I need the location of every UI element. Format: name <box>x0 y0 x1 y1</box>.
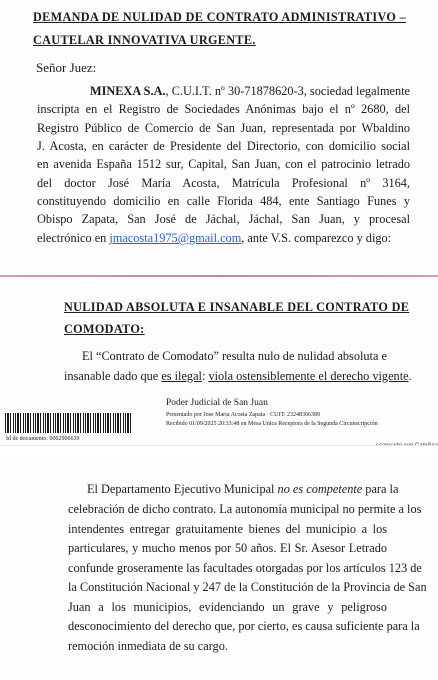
heading-line-1: DEMANDA DE NULIDAD DE CONTRATO ADMINISTRATIVO – <box>33 10 407 24</box>
body-line-last: electrónico en jmacosta1975@gmail.com, ante V.S. comparezco y digo: <box>37 231 392 245</box>
received-info: Recibido 01/09/2025 20:33:48 en Mesa Unica Receptora de la Segunda Circunscripción <box>166 421 378 427</box>
salutation: Señor Juez: <box>36 60 97 75</box>
para-line: confunde groseramente las facultades otorgadas por los artículos 123 de <box>68 561 422 575</box>
body-line: constituyendo domicilio en calle Florida 484, ente Santiago Funes y <box>37 194 410 208</box>
para-line: intendentes entregar gratuitamente bienes del municipio a los <box>68 522 387 536</box>
document-page-1 <box>0 0 438 275</box>
para-line: Juan a los municipios, evidenciando un grave y peligroso <box>68 600 387 614</box>
body-line: Obispo Zapata, San José de Jáchal, Jáchal, San Juan, y procesal <box>37 212 410 226</box>
document-page-2 <box>0 290 438 445</box>
presented-by: Presentado por Jose Maria Acosta Zapata · CUIT: 23248366389 <box>166 412 320 418</box>
para-line-last: remoción inmediata de su cargo. <box>68 639 228 653</box>
page-separator <box>0 275 438 290</box>
section-heading-line-1: NULIDAD ABSOLUTA E INSANABLE DEL CONTRATO DE <box>64 300 410 314</box>
body-line: MINEXA S.A., C.U.I.T. nº 30-71878620-3, sociedad legalmente <box>90 84 411 98</box>
section-para-line: El “Contrato de Comodato” resulta nulo de nulidad absoluta e <box>82 349 387 363</box>
section-heading-line-2: COMODATO: <box>64 322 145 336</box>
body-line: Registro Público de Comercio de San Juan, representada por Wbaldino <box>37 121 410 135</box>
document-id: Id de documento: 0002906639 <box>6 436 80 442</box>
barcode <box>5 413 133 433</box>
section-para-line-last: insanable dado que es ilegal: viola ostensiblemente el derecho vigente. <box>64 369 412 383</box>
document-page-3 <box>0 457 438 680</box>
para-line: particulares, y mucho menos por 50 años. El Sr. Asesor Letrado <box>68 541 387 555</box>
para-line: desconocimiento del derecho que, por cierto, es causa suficiente para la <box>68 619 420 633</box>
court-name: Poder Judicial de San Juan <box>166 398 268 408</box>
para-line: la Constitución Nacional y 247 de la Constitución de la Provincia de San <box>68 580 427 594</box>
body-line: inscripta en el Registro de Sociedades Anónimas bajo el nº 2680, del <box>37 102 410 116</box>
body-line: J. Acosta, en carácter de Presidente del Directorio, con domicilio social <box>37 139 410 153</box>
para-line: celebración de dicho contrato. La autonomía municipal no permite a los <box>68 502 422 516</box>
body-line: en avenida España 1512 sur, Capital, San Juan, con el patrocinio letrado <box>37 157 410 171</box>
body-line: del doctor José María Acosta, Matrícula Profesional nº 3164, <box>37 176 410 190</box>
email-link[interactable]: jmacosta1975@gmail.com <box>109 231 242 245</box>
heading-line-2: CAUTELAR INNOVATIVA URGENTE. <box>33 33 256 47</box>
para-line: El Departamento Ejecutivo Municipal no es competente para la <box>87 482 399 496</box>
